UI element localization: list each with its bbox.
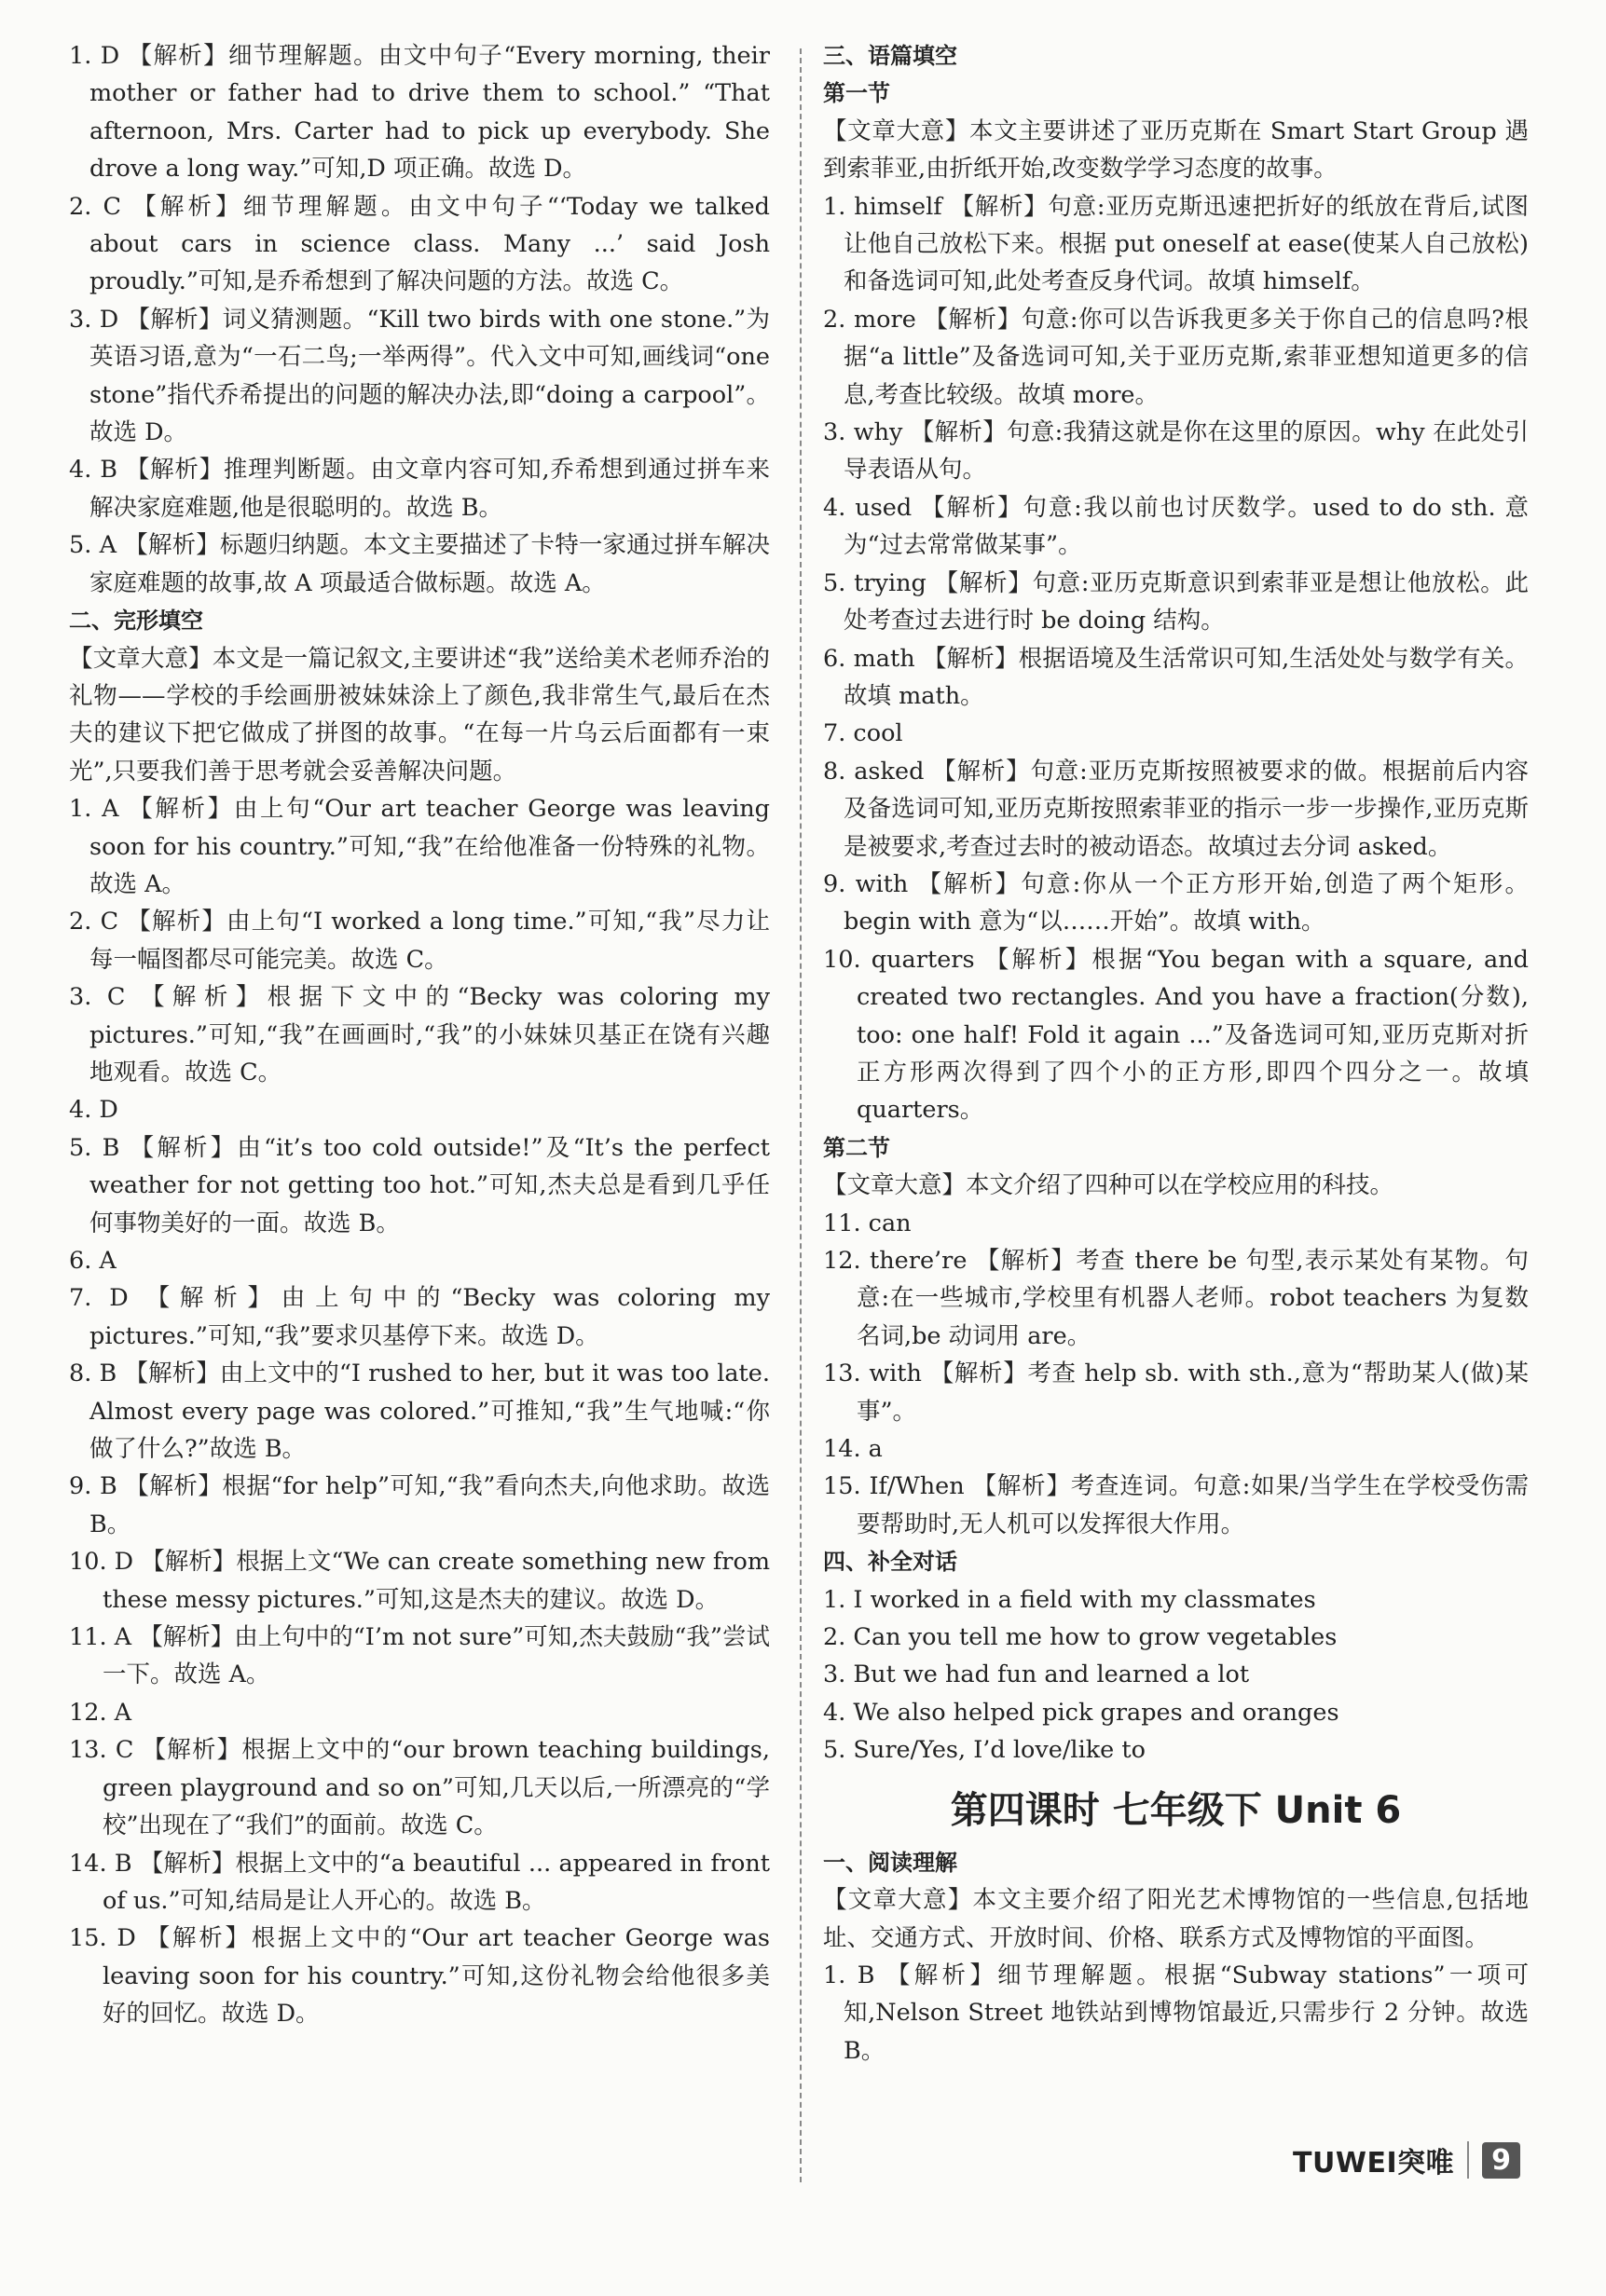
- answer-item: 13. C 【解析】根据上文中的“our brown teaching buildings, green playground and so on”可知,几天以后,一所漂亮的“学校”出现在了“我们”的面前。故选 C。: [69, 1736, 770, 1840]
- section-heading: 第一节: [823, 80, 890, 107]
- answer-item: 3. C 【解析】根据下文中的“Becky was coloring my pictures.”可知,“我”在画画时,“我”的小妹妹贝基正在饶有兴趣地观看。故选 C。: [69, 983, 770, 1086]
- answer-item: 5. Sure/Yes, I’d love/like to: [823, 1736, 1146, 1765]
- answer-item: 【文章大意】本文主要讲述了亚历克斯在 Smart Start Group 遇到索菲亚,由折纸开始,改变数学学习态度的故事。: [823, 116, 1529, 184]
- answer-item: 8. asked 【解析】句意:亚历克斯按照被要求的做。根据前后内容及备选词可知,亚历克斯按照索菲亚的指示一步一步操作,亚历克斯是被要求,考查过去时的被动语态。故填过去分词 asked。: [823, 757, 1529, 861]
- right-column: [823, 37, 1529, 2070]
- page-footer: [1293, 2139, 1520, 2180]
- answer-item: 11. A 【解析】由上句中的“I’m not sure”可知,杰夫鼓励“我”尝试一下。故选 A。: [69, 1623, 770, 1689]
- answer-item: 14. a: [823, 1435, 883, 1464]
- lesson-title: 第四课时 七年级下 Unit 6: [950, 1788, 1402, 1832]
- section-heading: 三、语篇填空: [823, 43, 957, 69]
- section-heading: 一、阅读理解: [823, 1849, 957, 1876]
- answer-item: 4. used 【解析】句意:我以前也讨厌数学。used to do sth. 意为“过去常常做某事”。: [823, 493, 1529, 560]
- page-number: 9: [1482, 2142, 1520, 2179]
- answer-item: 2. C 【解析】由上句“I worked a long time.”可知,“我”尽力让每一幅图都尽可能完美。故选 C。: [69, 908, 770, 974]
- answer-item: 5. trying 【解析】句意:亚历克斯意识到索菲亚是想让他放松。此处考查过去进行时 be doing 结构。: [823, 568, 1529, 636]
- answer-item: 11. can: [823, 1209, 912, 1237]
- answer-item: 【文章大意】本文介绍了四种可以在学校应用的科技。: [823, 1171, 1394, 1200]
- answer-item: 4. D: [69, 1096, 118, 1125]
- answer-item: 4. B 【解析】推理判断题。由文章内容可知,乔希想到通过拼车来解决家庭难题,他是很聪明的。故选 B。: [69, 456, 770, 522]
- answer-item: 1. himself 【解析】句意:亚历克斯迅速把折好的纸放在背后,试图让他自己放松下来。根据 put oneself at ease(使某人自己放松)和备选词可知,此处考查反身代词。故填 himself。: [823, 192, 1529, 296]
- answer-item: 6. math 【解析】根据语境及生活常识可知,生活处处与数学有关。故填 math。: [823, 644, 1529, 710]
- answer-item: 4. We also helped pick grapes and oranges: [823, 1698, 1339, 1727]
- answer-item: 2. Can you tell me how to grow vegetables: [823, 1623, 1338, 1652]
- brand-logo: TUWEI突唯: [1293, 2147, 1455, 2180]
- answer-item: 14. B 【解析】根据上文中的“a beautiful ... appeared in front of us.”可知,结局是让人开心的。故选 B。: [69, 1849, 770, 1915]
- answer-item: 9. with 【解析】句意:你从一个正方形开始,创造了两个矩形。begin with 意为“以……开始”。故填 with。: [823, 869, 1529, 936]
- answer-item: 15. If/When 【解析】考查连词。句意:如果/当学生在学校受伤需要帮助时,无人机可以发挥很大作用。: [823, 1472, 1529, 1538]
- left-column: [69, 37, 770, 2033]
- answer-item: 10. D 【解析】根据上文“We can create something new from these messy pictures.”可知,这是杰夫的建议。故选 D。: [69, 1548, 770, 1614]
- answer-item: 2. more 【解析】句意:你可以告诉我更多关于你自己的信息吗?根据“a little”及备选词可知,关于亚历克斯,索菲亚想知道更多的信息,考查比较级。故填 more。: [823, 305, 1529, 409]
- answer-item: 1. I worked in a field with my classmates: [823, 1585, 1316, 1614]
- answer-item: 【文章大意】本文主要介绍了阳光艺术博物馆的一些信息,包括地址、交通方式、开放时间、价格、联系方式及博物馆的平面图。: [823, 1886, 1529, 1952]
- section-heading: 四、补全对话: [823, 1549, 957, 1576]
- section-heading: 二、完形填空: [69, 608, 203, 635]
- answer-item: 15. D 【解析】根据上文中的“Our art teacher George was leaving soon for his country.”可知,这份礼物会给他很多美好的回忆。故选 D。: [69, 1924, 770, 2029]
- answer-item: 13. with 【解析】考查 help sb. with sth.,意为“帮助某人(做)某事”。: [823, 1360, 1529, 1426]
- answer-item: 8. B 【解析】由上文中的“I rushed to her, but it was too late. Almost every page was colored.”可推知,“我”生气地喊:“你做了什么?”故选 B。: [69, 1360, 770, 1464]
- answer-item: 5. B 【解析】由“it’s too cold outside!”及“It’s the perfect weather for not getting too hot.”可知,杰夫总是看到几乎任何事物美好的一面。故选 B。: [69, 1133, 770, 1237]
- answer-item: 1. D 【解析】细节理解题。由文中句子“Every morning, their mother or father had to drive them to school.” “That afternoon, Mrs. Carter had to pick up everybody. She drove a long way.”可知,D 项正确。故选 D。: [69, 42, 770, 184]
- answer-item: 1. A 【解析】由上句“Our art teacher George was leaving soon for his country.”可知,“我”在给他准备一份特殊的礼物。故选 A。: [69, 795, 770, 898]
- answer-item: 7. D 【解析】由上句中的“Becky was coloring my pictures.”可知,“我”要求贝基停下来。故选 D。: [69, 1284, 770, 1350]
- answer-item: 【文章大意】本文是一篇记叙文,主要讲述“我”送给美术老师乔治的礼物——学校的手绘画册被妹妹涂上了颜色,我非常生气,最后在杰夫的建议下把它做成了拼图的故事。“在每一片乌云后面都有一束光”,只要我们善于思考就会妥善解决问题。: [69, 644, 770, 786]
- answer-item: 1. B 【解析】细节理解题。根据“Subway stations”一项可知,Nelson Street 地铁站到博物馆最近,只需步行 2 分钟。故选 B。: [823, 1961, 1529, 2065]
- answer-item: 9. B 【解析】根据“for help”可知,“我”看向杰夫,向他求助。故选 B。: [69, 1472, 770, 1538]
- answer-item: 12. there’re 【解析】考查 there be 句型,表示某处有某物。句意:在一些城市,学校里有机器人老师。robot teachers 为复数名词,be 动词用 are。: [823, 1247, 1529, 1350]
- answer-item: 6. A: [69, 1247, 117, 1275]
- answer-item: 3. D 【解析】词义猜测题。“Kill two birds with one stone.”为英语习语,意为“一石二鸟;一举两得”。代入文中可知,画线词“one stone”指代乔希提出的问题的解决办法,即“doing a carpool”。故选 D。: [69, 305, 770, 447]
- answer-item: 12. A: [69, 1698, 132, 1727]
- column-divider: [800, 48, 802, 2182]
- answer-item: 3. But we had fun and learned a lot: [823, 1660, 1250, 1689]
- answer-item: 7. cool: [823, 719, 903, 748]
- footer-separator: [1467, 2141, 1469, 2179]
- section-heading: 第二节: [823, 1134, 890, 1161]
- answer-item: 5. A 【解析】标题归纳题。本文主要描述了卡特一家通过拼车解决家庭难题的故事,故 A 项最适合做标题。故选 A。: [69, 531, 770, 597]
- answer-item: 2. C 【解析】细节理解题。由文中句子“‘Today we talked about cars in science class. Many ...’ said Josh proudly.”可知,是乔希想到了解决问题的方法。故选 C。: [69, 192, 770, 296]
- answer-item: 3. why 【解析】句意:我猜这就是你在这里的原因。why 在此处引导表语从句。: [823, 418, 1529, 485]
- answer-item: 10. quarters 【解析】根据“You began with a square, and created two rectangles. And you have a fraction(分数), too: one half! Fold it again ...”及备选词可知,亚历克斯对折正方形两次得到了四个小的正方形,即四个四分之一。故填 quarters。: [823, 945, 1529, 1125]
